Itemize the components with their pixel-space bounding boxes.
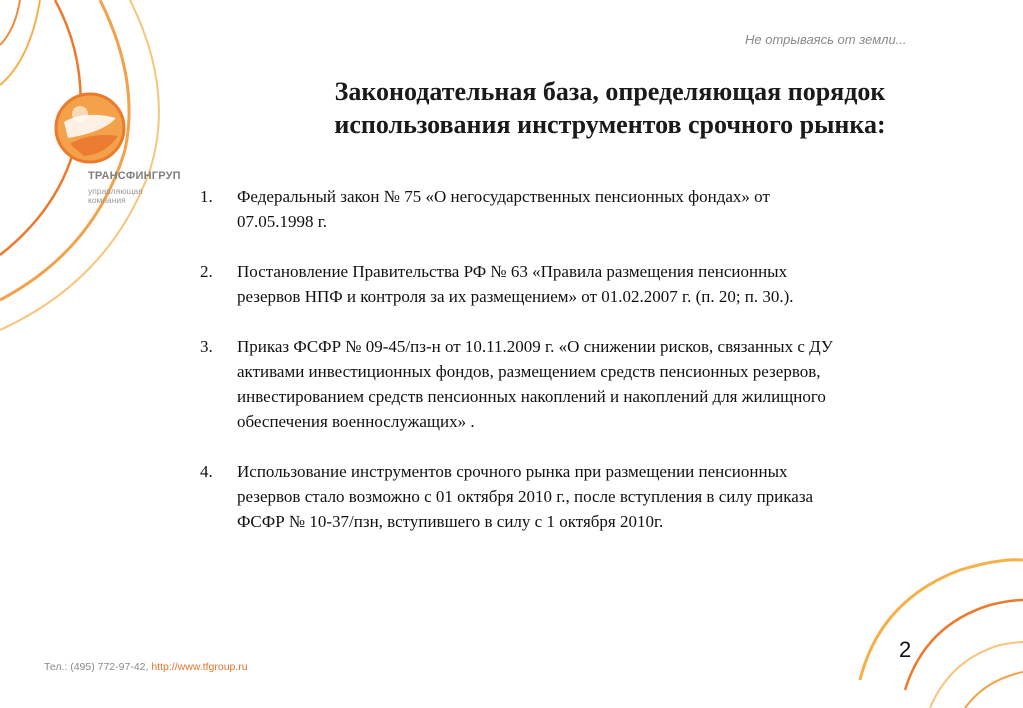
item-line: резервов стало возможно с 01 октября 2010 г., после вступления в силу приказа [237,487,814,506]
company-logo-icon [54,92,126,164]
item-line: ФСФР № 10-37/пзн, вступившего в силу с 1 октября 2010г. [237,512,664,531]
list-item [200,334,990,434]
item-number: 1. [200,187,213,206]
item-number: 4. [200,462,213,481]
item-line: 07.05.1998 г. [237,212,328,231]
legislation-list [200,184,990,559]
list-item [200,459,990,534]
item-line: Приказ ФСФР № 09-45/пз-н от 10.11.2009 г. «О снижении рисков, связанных с ДУ [237,337,833,356]
footer-phone: Тел.: (495) 772-97-42, [44,661,149,673]
item-line: Постановление Правительства РФ № 63 «Правила размещения пенсионных [237,262,788,281]
item-line: резервов НПФ и контроля за их размещением» от 01.02.2007 г. (п. 20; п. 30.). [237,287,794,306]
item-line: обеспечения военнослужащих» . [237,412,475,431]
list-item [200,184,990,234]
logo-name: ТРАНСФИНГРУП [88,170,181,182]
item-line: Использование инструментов срочного рынка при размещении пенсионных [237,462,788,481]
logo-subtitle: управляющая компания [88,186,143,205]
title-line-1: Законодательная база, определяющая порядок [334,77,886,106]
item-number: 3. [200,337,213,356]
list-item [200,259,990,309]
item-line: инвестированием средств пенсионных накоплений и накоплений для жилищного [237,387,826,406]
page-title [230,75,990,141]
page-number: 2 [899,637,912,662]
item-line: Федеральный закон № 75 «О негосударственных пенсионных фондах» от [237,187,770,206]
title-line-2: использования инструментов срочного рынка: [334,110,886,139]
footer-website-link[interactable]: http://www.tfgroup.ru [151,661,248,673]
header-tagline: Не отрываясь от земли... [745,32,907,47]
item-number: 2. [200,262,213,281]
item-line: активами инвестиционных фондов, размещением средств пенсионных резервов, [237,362,821,381]
footer [44,661,248,673]
